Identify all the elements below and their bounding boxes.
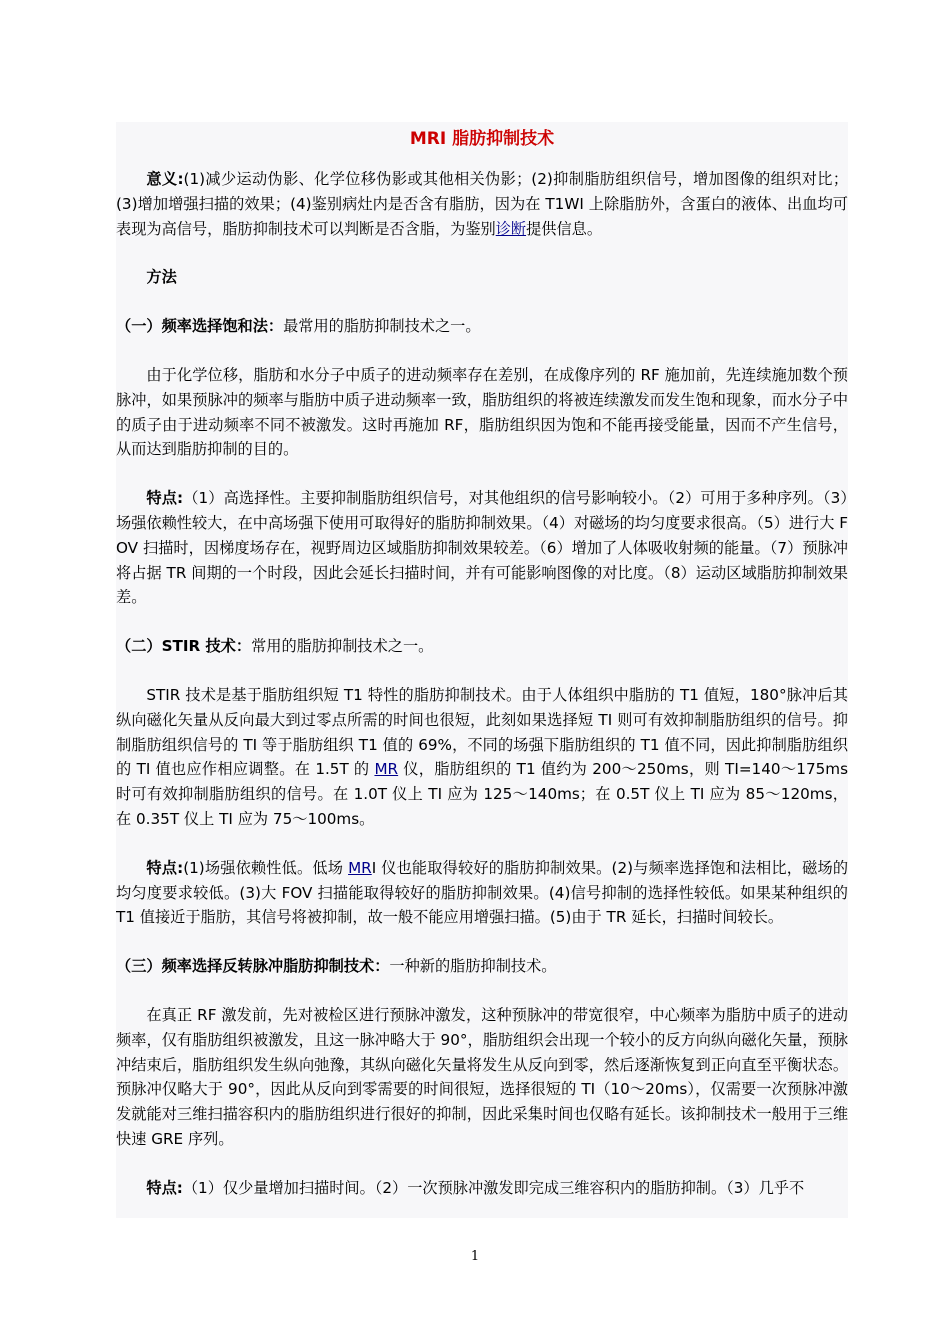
section1-features-label: 特点:: [146, 489, 184, 508]
mri-link[interactable]: MR: [348, 858, 372, 877]
significance-label: 意义:: [146, 170, 184, 188]
section1-heading: （一）频率选择饱和法：: [116, 317, 284, 336]
diagnosis-link[interactable]: 诊断: [495, 219, 527, 238]
section2-features-text-a: (1)场强依赖性低。低场: [183, 858, 349, 877]
section2-body-text-a: STIR 技术是基于脂肪组织短 T1 特性的脂肪抑制技术。由于人体组织中脂肪的 T1 值短，180°脉冲后其纵向磁化矢量从反向最大到过零点所需的时间也很短，此刻如果选择短 TI 则可有效抑制脂肪组织的信号。抑制脂肪组织信号的 TI 等于脂肪组织 T1 值的 69%，不同的场强下脂肪组织的 T1 值不同，因此抑制脂肪组织的 TI 值也应作相应调整。在 1.5T 的: [116, 685, 848, 779]
section2-body-text-b: 仪，脂肪组织的 T1 值约为 200～250ms，则 TI=140～175ms 时可有效抑制脂肪组织的信号。在 1.0T 仪上 TI 应为 125～140ms；在 0.5T 仪上 TI 应为 85～120ms，在 0.35T 仪上 TI 应为 75～100ms。: [116, 760, 848, 828]
page-number: 1: [470, 1249, 480, 1264]
document-body: [116, 122, 848, 1218]
section2-features-text-b: I 仪也能取得较好的脂肪抑制效果。(2)与频率选择饱和法相比，磁场的均匀度要求较低。(3)大 FOV 扫描能取得较好的脂肪抑制效果。(4)信号抑制的选择性较低。如果某种组织的 T1 值接近于脂肪，其信号将被抑制，故一般不能应用增强扫描。(5)由于 TR 延长，扫描时间较长。: [116, 858, 848, 927]
section3-summary: 一种新的脂肪抑制技术。: [389, 957, 557, 976]
section3-heading-paragraph: [116, 954, 848, 979]
significance-paragraph: [116, 167, 848, 241]
methods-heading: 方法: [146, 268, 177, 287]
section1-features-paragraph: [116, 486, 848, 610]
page-title: MRI 脂肪抑制技术: [409, 129, 555, 149]
section3-body: 在真正 RF 激发前，先对被检区进行预脉冲激发，这种预脉冲的带宽很窄，中心频率为脂肪中质子的进动频率，仅有脂肪组织被激发，且这一脉冲略大于 90°，脂肪组织会出现一个较小的反方向纵向磁化矢量，预脉冲结束后，脂肪组织发生纵向弛豫，其纵向磁化矢量将发生从反向到零，然后逐渐恢复到正向直至平衡状态。预脉冲仅略大于 90°，因此从反向到零需要的时间很短，选择很短的 TI（10～20ms），仅需要一次预脉冲激发就能对三维扫描容积内的脂肪组织进行很好的抑制，因此采集时间也仅略有延长。该抑制技术一般用于三维快速 GRE 序列。: [116, 1005, 848, 1148]
significance-text-b: 提供信息。: [526, 219, 602, 238]
section2-features-label: 特点:: [146, 858, 184, 877]
section1-heading-paragraph: [116, 314, 848, 339]
section2-body: [116, 683, 848, 832]
section1-body: 由于化学位移，脂肪和水分子中质子的进动频率存在差别，在成像序列的 RF 施加前，先连续施加数个预脉冲，如果预脉冲的频率与脂肪中质子进动频率一致，脂肪组织的将被连续激发而发生饱和现象，而水分子中的质子由于进动频率不同不被激发。这时再施加 RF，脂肪组织因为饱和不能再接受能量，因而不产生信号，从而达到脂肪抑制的目的。: [116, 365, 848, 459]
section2-features-paragraph: [116, 856, 848, 930]
significance-text-a: (1)减少运动伪影、化学位移伪影或其他相关伪影；(2)抑制脂肪组织信号，增加图像的组织对比；(3)增加增强扫描的效果；(4)鉴别病灶内是否含有脂肪，因为在 T1WI 上除脂肪外，含蛋白的液体、出血均可表现为高信号，脂肪抑制技术可以判断是否含脂，为鉴别: [116, 170, 848, 238]
methods-paragraph: [116, 265, 848, 290]
section2-summary: 常用的脂肪抑制技术之一。: [251, 637, 434, 656]
section3-heading: （三）频率选择反转脉冲脂肪抑制技术：: [116, 957, 390, 976]
section1-summary: 最常用的脂肪抑制技术之一。: [283, 317, 481, 336]
section2-heading-paragraph: [116, 634, 848, 659]
mr-link[interactable]: MR: [374, 760, 399, 779]
section3-features-label: 特点:: [146, 1178, 183, 1197]
section3-features-paragraph: [116, 1176, 848, 1201]
section1-features-text: （1）高选择性。主要抑制脂肪组织信号，对其他组织的信号影响较小。（2）可用于多种序列。（3）场强依赖性较大，在中高场强下使用可取得好的脂肪抑制效果。（4）对磁场的均匀度要求很高。（5）进行大 FOV 扫描时，因梯度场存在，视野周边区域脂肪抑制效果较差。（6）增加了人体吸收射频的能量。（7）预脉冲将占据 TR 间期的一个时段，因此会延长扫描时间，并有可能影响图像的对比度。（8）运动区域脂肪抑制效果差。: [116, 489, 848, 607]
section3-features-text: （1）仅少量增加扫描时间。（2）一次预脉冲激发即完成三维容积内的脂肪抑制。（3）几乎不: [182, 1178, 805, 1197]
section2-heading: （二）STIR 技术：: [116, 637, 252, 656]
